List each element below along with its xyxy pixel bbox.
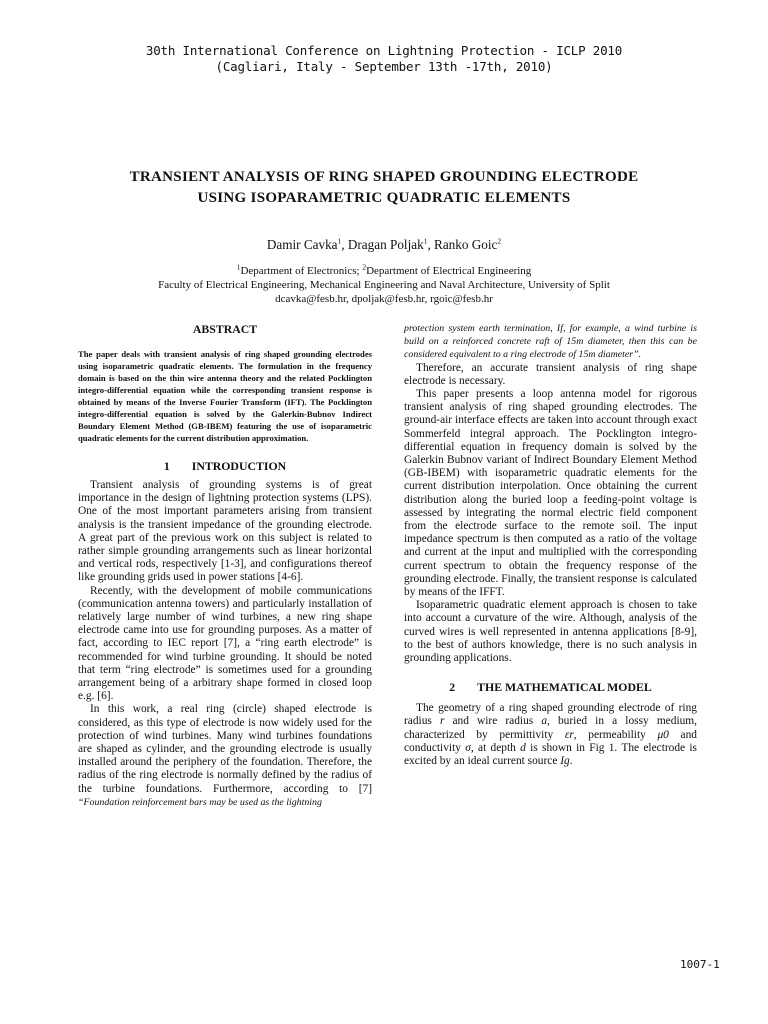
paragraph: This paper presents a loop antenna model for rigorous transient analysis of ring shaped grounding electrodes. The ground-air interface effects are taken into account through exact Sommerfeld integral approach. The Pocklington integro-differential equation in frequency domain is solved by the Galerkin Bubnov variant of Indirect Boundary Element Method (GB-IBEM) with isoparametric quadratic elements for the current distribution interpolation. Once obtaining the current distribution along the buried loop a feeding-point voltage is assessed by integrating the normal electric field component from the electrode surface to the remote soil. The input impedance spectrum is then computed as a ratio of the voltage and current at the input and multiplied with the corresponding current spectrum to obtain the frequency response of the grounding electrode. Finally, the transient response is calculated by means of the IFFT. bbox=[404, 388, 697, 599]
affil-dept-1: Department of Electronics; bbox=[240, 265, 363, 277]
paragraph bbox=[404, 702, 697, 768]
page-number: 1007-1 bbox=[680, 958, 720, 971]
symbol: d bbox=[520, 741, 526, 754]
paragraph: Therefore, an accurate transient analysis of ring shape electrode is necessary. bbox=[404, 361, 697, 387]
section-number: 1 bbox=[163, 459, 170, 473]
paragraph: Recently, with the development of mobile communications (communication antenna towers) and particularly installation of relatively large number of wind turbines, a new ring shape electrode came into use for grounding purposes. As a matter of fact, according to IEC report [7], a “ring earth electrode” is recommended for wind turbine grounding. It should be noted that term “ring electrode” is sometimes used for a grounding arrangement being of a arbitrary shape formed in closed loop e.g. [6]. bbox=[78, 584, 372, 703]
conference-header bbox=[0, 43, 768, 75]
section-1-heading bbox=[78, 459, 372, 473]
affiliation-faculty: Faculty of Electrical Engineering, Mechanical Engineering and Naval Architecture, University of Split bbox=[158, 279, 610, 291]
paragraph bbox=[78, 703, 372, 809]
text-run: The geometry of a ring shaped grounding electrode of ring radius bbox=[404, 702, 697, 728]
text-run: and wire radius bbox=[444, 715, 542, 728]
affil-dept-2: Department of Electrical Engineering bbox=[366, 265, 532, 277]
author-affil-sup: 1 bbox=[337, 236, 342, 246]
symbol: Ig bbox=[560, 755, 570, 768]
symbol: μ0 bbox=[657, 728, 669, 741]
affiliation-departments bbox=[0, 264, 768, 278]
symbol: a bbox=[541, 715, 548, 728]
section-title: THE MATHEMATICAL MODEL bbox=[477, 680, 652, 695]
paragraph-text: In this work, a real ring (circle) shaped electrode is considered, as this type of electrode is now widely used for the protection of wind turbines. Many wind turbines foundations are shaped as cylinder, and the grounding electrode is usually installed around the periphery of the foundation. Therefore, the radius of the ring electrode is normally defined by the radius of the turbine foundations. Furthermore, according to [7] bbox=[78, 703, 372, 795]
affiliations bbox=[0, 264, 768, 306]
abstract-heading: ABSTRACT bbox=[192, 322, 258, 336]
quote-continuation: protection system earth termination, If, for example, a wind turbine is build on a reinforced concrete raft of 15m diameter, then this can be considered equivalent to a ring electrode of 15m diameter”. bbox=[404, 323, 697, 361]
author-list: Damir Cavka$^1$, Dragan Poljak$^1$, Ranko Goic$^2$ bbox=[266, 236, 502, 252]
paragraph: Transient analysis of grounding systems is of great importance in the design of lightning protection systems (LPS). One of the most important parameters arising from transient analysis is the transient impedance of the grounding electrode. A great part of the previous work on this subject is related to rather simple grounding arrangements such as linear horizontal and vertical rods, respectively [1-3], and configurations thereof like grounding grids used in power stations [4-6]. bbox=[78, 479, 372, 584]
symbol: εr bbox=[564, 728, 574, 741]
section-number: 2 bbox=[449, 680, 456, 695]
author-affil-sup: 1 bbox=[423, 236, 428, 246]
quote-text: “Foundation reinforcement bars may be used as the lightning bbox=[78, 796, 322, 808]
left-column bbox=[78, 322, 372, 809]
author-name: Dragan Poljak bbox=[347, 237, 424, 252]
text-run: , at depth bbox=[470, 741, 521, 754]
affil-sup: 1 bbox=[236, 262, 241, 272]
abstract-text: The paper deals with transient analysis of ring shaped grounding electrodes using isoparametric quadratic elements. The formulation in the frequency domain is based on the thin wire antenna theory and the related Pocklington integro-differential equation while the corresponding transient response is obtained by means of the Inverse Fourier Transform (IFT). The Pocklington integro-differential equation is solved by the Galerkin-Bubnov Indirect Boundary Element Method (GB-IBEM) featuring the use of isoparametric quadratic elements for the current distribution approximation. bbox=[78, 349, 372, 443]
symbol: σ bbox=[465, 741, 471, 754]
paragraph: Isoparametric quadratic element approach is chosen to take into account a curvature of the wire. Although, analysis of the curved wires is well represented in antenna applications [8-9], to the best of authors knowledge, there is no such analysis in grounding applications. bbox=[404, 599, 697, 665]
symbol: r bbox=[439, 715, 445, 728]
author-name: Ranko Goic bbox=[434, 237, 498, 252]
author-emails: dcavka@fesb.hr, dpoljak@fesb.hr, rgoic@fesb.hr bbox=[275, 293, 493, 305]
section-title: INTRODUCTION bbox=[191, 459, 287, 473]
right-column bbox=[404, 322, 697, 768]
text-run: is shown in Fig 1. The electrode is excited by an ideal current source bbox=[404, 741, 697, 768]
affil-sup: 2 bbox=[362, 262, 367, 272]
conference-line-2: (Cagliari, Italy - September 13th -17th, 2010) bbox=[215, 59, 553, 74]
section-2-heading bbox=[404, 680, 697, 694]
author-name: Damir Cavka bbox=[266, 237, 338, 252]
text-run: , permeability bbox=[573, 728, 658, 741]
conference-line-1: 30th International Conference on Lightning Protection - ICLP 2010 bbox=[145, 43, 623, 58]
author-affil-sup: 2 bbox=[497, 236, 502, 246]
text-run: , buried in a lossy medium, characterized by permittivity bbox=[404, 715, 698, 741]
text-run: and conductivity bbox=[404, 728, 697, 754]
paper-title: TRANSIENT ANALYSIS OF RING SHAPED GROUNDING ELECTRODE USING ISOPARAMETRIC QUADRATIC ELEMENTS bbox=[129, 169, 639, 206]
text-run: . bbox=[569, 755, 573, 768]
